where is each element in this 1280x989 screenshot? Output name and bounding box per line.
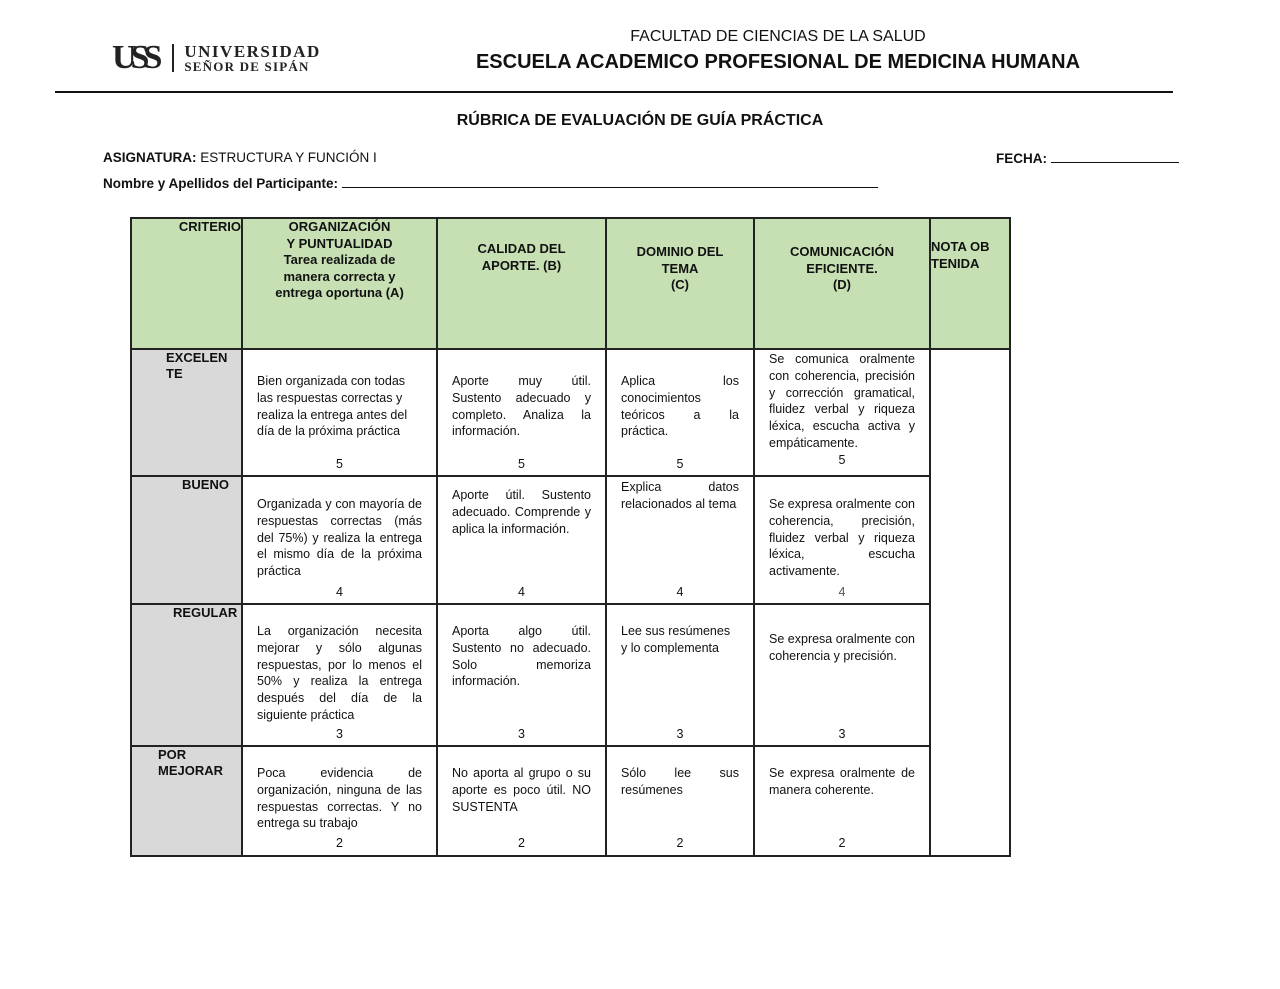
criteria-d-text: Se expresa oralmente con coherencia y precisión. xyxy=(769,632,915,663)
score-label: 4 xyxy=(518,585,525,599)
criteria-b-text: No aporta al grupo o su aporte es poco útil. NO SUSTENTA xyxy=(452,766,591,814)
score-label: 2 xyxy=(336,836,343,850)
score-label: 4 xyxy=(676,585,684,599)
level-cell xyxy=(131,604,242,746)
header-criterio: CRITERIO xyxy=(131,218,242,349)
university-logo xyxy=(112,40,321,76)
criteria-c-text: Aplica los conocimientos teóricos a la práctica. xyxy=(621,374,739,439)
score-label: 3 xyxy=(838,727,846,741)
level-label: EXCELENTE xyxy=(166,350,228,381)
score-label: 3 xyxy=(676,727,684,741)
criteria-a-cell xyxy=(242,604,437,746)
header-nota xyxy=(930,218,1010,349)
criteria-c-cell xyxy=(606,604,754,746)
header-c-line1: DOMINIO DEL xyxy=(636,244,724,259)
score-label: 5 xyxy=(676,457,684,471)
subject-value: ESTRUCTURA Y FUNCIÓN I xyxy=(200,150,377,165)
participant-line xyxy=(103,175,878,191)
criteria-a-text: Organizada y con mayoría de respuestas correctas (más del 75%) y realiza la entrega el mismo día de la próxima práctica xyxy=(257,497,422,579)
level-label: BUENO xyxy=(182,477,229,492)
table-row xyxy=(131,746,1010,856)
header-a-sub: Tarea realizada de manera correcta y entrega oportuna (A) xyxy=(275,252,404,300)
header-comunicacion xyxy=(754,218,930,349)
criteria-d-text: Se expresa oralmente de manera coherente. xyxy=(769,766,915,797)
subject-label: ASIGNATURA: xyxy=(103,150,197,165)
level-label: REGULAR xyxy=(173,605,238,620)
criteria-c-cell xyxy=(606,746,754,856)
criteria-a-text: Poca evidencia de organización, ninguna de las respuestas correctas. Y no entrega su trabajo xyxy=(257,766,422,831)
logo-line1: UNIVERSIDAD xyxy=(184,41,321,61)
criteria-d-cell xyxy=(754,476,930,604)
level-label: POR MEJORAR xyxy=(158,747,224,778)
criteria-b-cell xyxy=(437,476,606,604)
criteria-a-cell xyxy=(242,476,437,604)
subject-line xyxy=(103,150,377,165)
date-label: FECHA: xyxy=(996,151,1047,166)
criteria-a-cell xyxy=(242,349,437,476)
table-row xyxy=(131,476,1010,604)
score-label: 4 xyxy=(838,585,846,599)
criteria-a-cell xyxy=(242,746,437,856)
header-d-line2: EFICIENTE. xyxy=(806,260,878,276)
school-heading: ESCUELA ACADEMICO PROFESIONAL DE MEDICINA HUMANA xyxy=(475,51,1081,73)
rubric-table xyxy=(130,217,1011,857)
criteria-a-text: Bien organizada con todas las respuestas correctas y realiza la entrega antes del día de la próxima práctica xyxy=(257,374,408,439)
score-label: 3 xyxy=(518,727,525,741)
header-row xyxy=(131,218,1010,349)
criteria-d-cell xyxy=(754,746,930,856)
criteria-c-text: Sólo lee sus resúmenes xyxy=(621,766,739,797)
criteria-c-cell xyxy=(606,476,754,604)
criteria-d-text: Se comunica oralmente con coherencia, precisión y corrección gramatical, fluidez verbal y riqueza léxica, escucha activa y empáticamente. xyxy=(769,352,915,450)
header-c-line2: TEMA xyxy=(661,260,699,276)
criteria-d-cell xyxy=(754,604,930,746)
date-line xyxy=(996,150,1179,166)
header-calidad xyxy=(437,218,606,349)
score-label: 5 xyxy=(838,453,846,467)
header-a-line2: Y PUNTUALIDAD xyxy=(286,235,393,251)
criteria-a-text: La organización necesita mejorar y sólo algunas respuestas, por lo menos el 50% y realiza la entrega después del día de la siguiente práctica xyxy=(257,624,422,722)
criteria-b-cell xyxy=(437,604,606,746)
criteria-c-cell xyxy=(606,349,754,476)
criteria-b-text: Aporta algo útil. Sustento no adecuado. Solo memoriza información. xyxy=(452,624,591,689)
score-label: 5 xyxy=(518,457,525,471)
score-label: 5 xyxy=(336,457,343,471)
header-organizacion xyxy=(242,218,437,349)
header-a-line1: ORGANIZACIÓN xyxy=(288,219,391,234)
criteria-b-cell xyxy=(437,349,606,476)
score-label: 2 xyxy=(518,836,525,850)
level-cell xyxy=(131,746,242,856)
table-row xyxy=(131,604,1010,746)
date-blank[interactable] xyxy=(1051,150,1179,163)
header-dominio xyxy=(606,218,754,349)
level-cell xyxy=(131,349,242,476)
participant-blank[interactable] xyxy=(342,175,878,188)
header-d-line3: (D) xyxy=(832,277,852,292)
level-cell xyxy=(131,476,242,604)
header-divider xyxy=(55,91,1173,93)
criteria-b-cell xyxy=(437,746,606,856)
logo-divider xyxy=(172,44,174,72)
score-label: 3 xyxy=(336,727,343,741)
criteria-c-text: Explica datos relacionados al tema xyxy=(621,480,739,511)
criteria-b-text: Aporte útil. Sustento adecuado. Comprende y aplica la información. xyxy=(452,488,591,536)
table-row xyxy=(131,349,1010,476)
logo-line2: SEÑOR DE SIPÁN xyxy=(184,58,310,74)
header-c-line3: (C) xyxy=(670,277,690,292)
document-title: RÚBRICA DE EVALUACIÓN DE GUÍA PRÁCTICA xyxy=(456,112,824,129)
faculty-heading: FACULTAD DE CIENCIAS DE LA SALUD xyxy=(630,28,926,45)
uss-logo-mark: USS xyxy=(112,39,157,76)
criteria-d-text: Se expresa oralmente con coherencia, precisión, fluidez verbal y riqueza léxica, escucha activamente. xyxy=(769,497,915,579)
criteria-d-cell xyxy=(754,349,930,476)
score-label: 2 xyxy=(676,836,684,850)
score-label: 4 xyxy=(336,585,343,599)
header-b-line1: CALIDAD DEL xyxy=(477,241,566,256)
nota-cell[interactable] xyxy=(930,349,1010,856)
header-d-line1: COMUNICACIÓN xyxy=(790,244,894,259)
logo-wordmark xyxy=(184,43,320,74)
header-nota-text: NOTA OBTENIDA xyxy=(931,239,990,271)
participant-label: Nombre y Apellidos del Participante: xyxy=(103,176,339,191)
header-b-line2: APORTE. (B) xyxy=(481,257,562,273)
score-label: 2 xyxy=(838,836,846,850)
criteria-c-text: Lee sus resúmenes y lo complementa xyxy=(621,624,731,655)
criteria-b-text: Aporte muy útil. Sustento adecuado y completo. Analiza la información. xyxy=(452,374,591,439)
